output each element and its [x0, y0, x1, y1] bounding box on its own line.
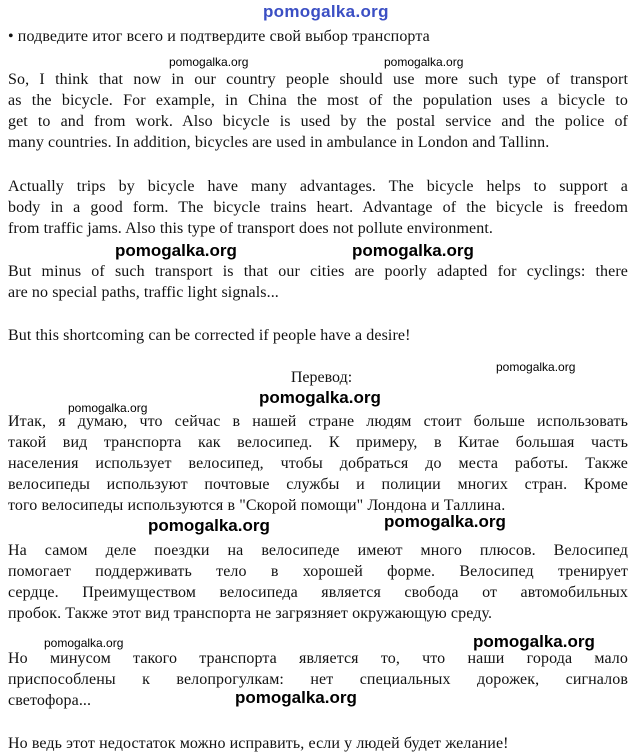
- watermark: pomogalka.org: [44, 636, 124, 650]
- text-line: body in a good form. The bicycle trains heart. Advantage of the bicycle is freedom: [8, 199, 628, 216]
- watermark: pomogalka.org: [68, 401, 148, 415]
- text-line: На самом деле поездки на велосипеде имеют много плюсов. Велосипед: [8, 542, 628, 559]
- text-line: Итак, я думаю, что сейчас в нашей стране людям стоит больше использовать: [8, 413, 628, 430]
- watermark: pomogalka.org: [384, 55, 464, 69]
- watermark: pomogalka.org: [352, 241, 474, 260]
- text-line: светофора...: [8, 692, 92, 709]
- translation-title: Перевод:: [290, 369, 353, 386]
- russian-paragraph-2: [8, 540, 628, 624]
- russian-paragraph-1: [8, 411, 628, 516]
- text-line: Но ведь этот недостаток можно исправить, если у людей будет желание!: [8, 735, 509, 752]
- watermark: pomogalka.org: [473, 632, 595, 651]
- bullet-line: • подведите итог всего и подтвердите свой выбор транспорта: [8, 28, 430, 45]
- text-line: велосипеды используют почтовые службы и полиции многих стран. Кроме: [8, 476, 628, 493]
- text-line: того велосипеды используются в "Скорой помощи" Лондона и Таллина.: [8, 497, 506, 514]
- text-line: are no special paths, traffic light signals...: [8, 284, 279, 301]
- text-line: пробок. Также этот вид транспорта не загрязняет окружающую среду.: [8, 605, 493, 622]
- english-paragraph-2: [8, 176, 628, 239]
- text-line: from traffic jams. Also this type of transport does not pollute environment.: [8, 220, 493, 237]
- watermark: pomogalka.org: [259, 388, 381, 407]
- watermark: pomogalka.org: [496, 360, 576, 374]
- text-line: помогает поддерживать тело в хорошей форме. Велосипед тренирует: [8, 563, 628, 580]
- text-line: get to and from work. Also bicycle is used by the postal service and the police of: [8, 113, 628, 130]
- watermark-top: pomogalka.org: [263, 2, 389, 21]
- russian-paragraph-4: [8, 733, 628, 754]
- text-line: населения использует велосипед, чтобы добраться до места работы. Также: [8, 455, 628, 472]
- text-line: Actually trips by bicycle have many advantages. The bicycle helps to support a: [8, 178, 628, 195]
- text-line: сердце. Преимуществом велосипеда является свобода от автомобильных: [8, 584, 628, 601]
- english-paragraph-4: [8, 325, 628, 346]
- watermark: pomogalka.org: [115, 241, 237, 260]
- text-line: So, I think that now in our country people should use more such type of transport: [8, 71, 628, 88]
- bullet-instruction: [8, 26, 628, 47]
- watermark: pomogalka.org: [384, 512, 506, 531]
- text-line: But minus of such transport is that our cities are poorly adapted for cyclings: there: [8, 263, 628, 280]
- watermark: pomogalka.org: [235, 688, 357, 707]
- english-paragraph-3: [8, 261, 628, 303]
- watermark: pomogalka.org: [148, 516, 270, 535]
- text-line: as the bicycle. For example, in China the most of the population uses a bicycle to: [8, 92, 628, 109]
- text-line: many countries. In addition, bicycles are used in ambulance in London and Tallinn.: [8, 134, 550, 151]
- english-paragraph-1: [8, 69, 628, 153]
- text-line: приспособлены к велопрогулкам: нет специальных дорожек, сигналов: [8, 671, 628, 688]
- watermark: pomogalka.org: [169, 55, 249, 69]
- text-line: Но минусом такого транспорта является то, что наши города мало: [8, 650, 628, 667]
- text-line: But this shortcoming can be corrected if people have a desire!: [8, 327, 411, 344]
- text-line: такой вид транспорта как велосипед. К примеру, в Китае большая часть: [8, 434, 628, 451]
